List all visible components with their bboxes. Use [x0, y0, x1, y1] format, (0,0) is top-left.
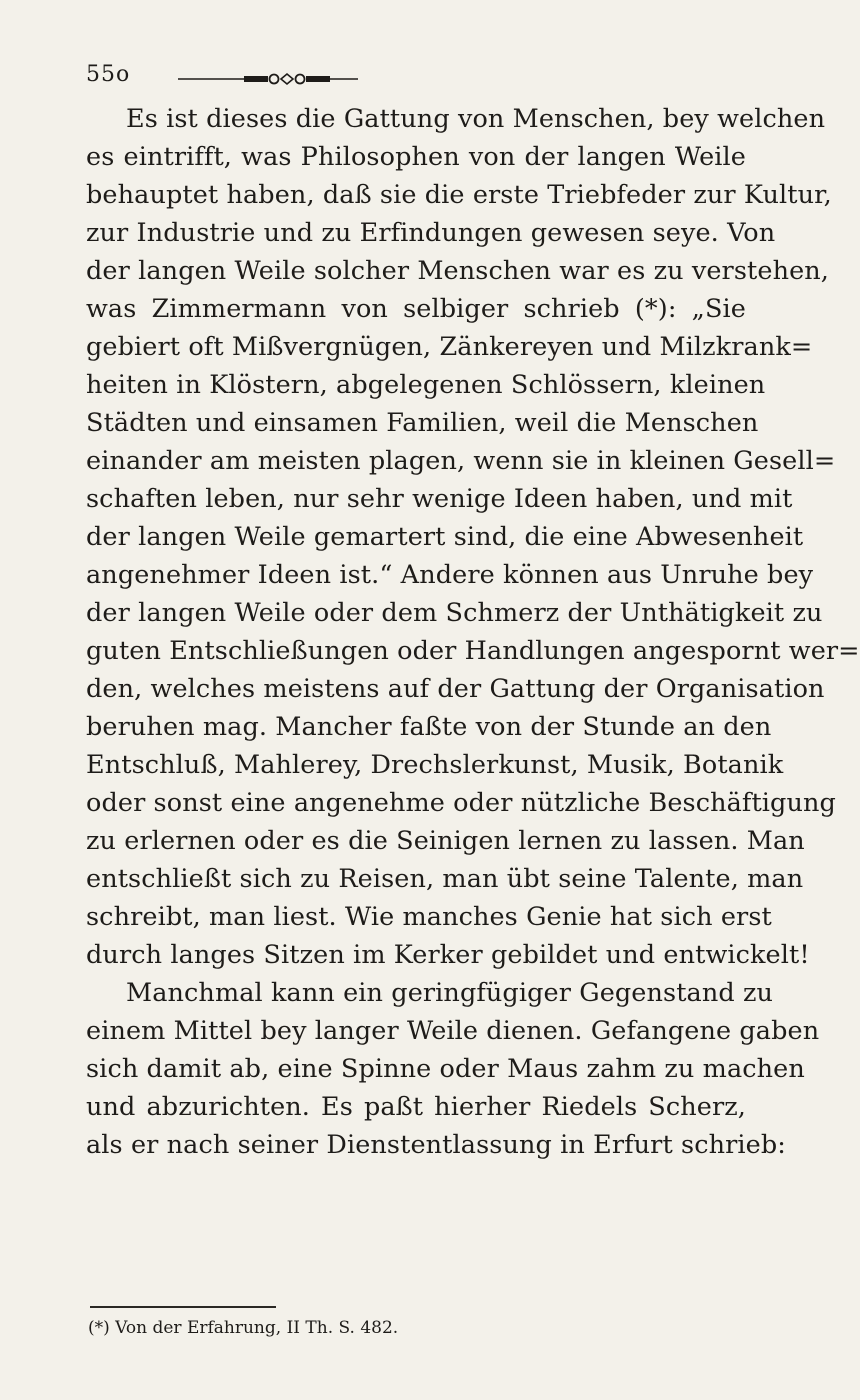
text-line: schreibt, man liest. Wie manches Genie hat sich erst: [86, 902, 772, 932]
page-number: 55o: [86, 62, 131, 87]
text-line: guten Entschließungen oder Handlungen angespornt wer=: [86, 636, 860, 666]
body-text: [86, 100, 860, 1164]
text-line: heiten in Klöstern, abgelegenen Schlössern, kleinen: [86, 370, 766, 400]
text-line: angenehmer Ideen ist.“ Andere können aus Unruhe bey: [86, 560, 814, 590]
text-line: durch langes Sitzen im Kerker gebildet und entwickelt!: [86, 940, 810, 970]
footnote: (*) Von der Erfahrung, II Th. S. 482.: [88, 1318, 399, 1338]
text-line: zu erlernen oder es die Seinigen lernen zu lassen. Man: [86, 826, 805, 856]
text-line: einem Mittel bey langer Weile dienen. Gefangene gaben: [86, 1016, 820, 1046]
text-line: Entschluß, Mahlerey, Drechslerkunst, Musik, Botanik: [86, 750, 784, 780]
text-line: den, welches meistens auf der Gattung der Organisation: [86, 674, 825, 704]
text-line: Es ist dieses die Gattung von Menschen, bey welchen: [126, 104, 826, 134]
text-line: einander am meisten plagen, wenn sie in kleinen Gesell=: [86, 446, 836, 476]
paragraph-1: [86, 100, 860, 974]
text-line: und abzurichten. Es paßt hierher Riedels Scherz,: [86, 1092, 746, 1122]
text-line: es eintrifft, was Philosophen von der langen Weile: [86, 142, 746, 172]
rule-ornament-icon: [178, 72, 358, 86]
text-line: behauptet haben, daß sie die erste Triebfeder zur Kultur,: [86, 180, 832, 210]
text-line: was Zimmermann von selbiger schrieb (*): „Sie: [86, 294, 746, 324]
text-line: Manchmal kann ein geringfügiger Gegenstand zu: [126, 978, 774, 1008]
text-line: als er nach seiner Dienstentlassung in Erfurt schrieb:: [86, 1130, 786, 1160]
text-line: sich damit ab, eine Spinne oder Maus zahm zu machen: [86, 1054, 805, 1084]
footnote-divider: [90, 1306, 276, 1308]
text-line: der langen Weile gemartert sind, die eine Abwesenheit: [86, 522, 804, 552]
text-line: oder sonst eine angenehme oder nützliche Beschäftigung: [86, 788, 836, 818]
text-line: gebiert oft Mißvergnügen, Zänkereyen und Milzkrank=: [86, 332, 813, 362]
text-line: entschließt sich zu Reisen, man übt seine Talente, man: [86, 864, 804, 894]
paragraph-2: [86, 974, 820, 1164]
text-line: der langen Weile solcher Menschen war es zu verstehen,: [86, 256, 830, 286]
text-line: schaften leben, nur sehr wenige Ideen haben, und mit: [86, 484, 793, 514]
text-line: der langen Weile oder dem Schmerz der Unthätigkeit zu: [86, 598, 823, 628]
page-header: [86, 62, 736, 92]
text-line: zur Industrie und zu Erfindungen gewesen seye. Von: [86, 218, 776, 248]
text-line: beruhen mag. Mancher faßte von der Stunde an den: [86, 712, 772, 742]
text-line: Städten und einsamen Familien, weil die Menschen: [86, 408, 759, 438]
